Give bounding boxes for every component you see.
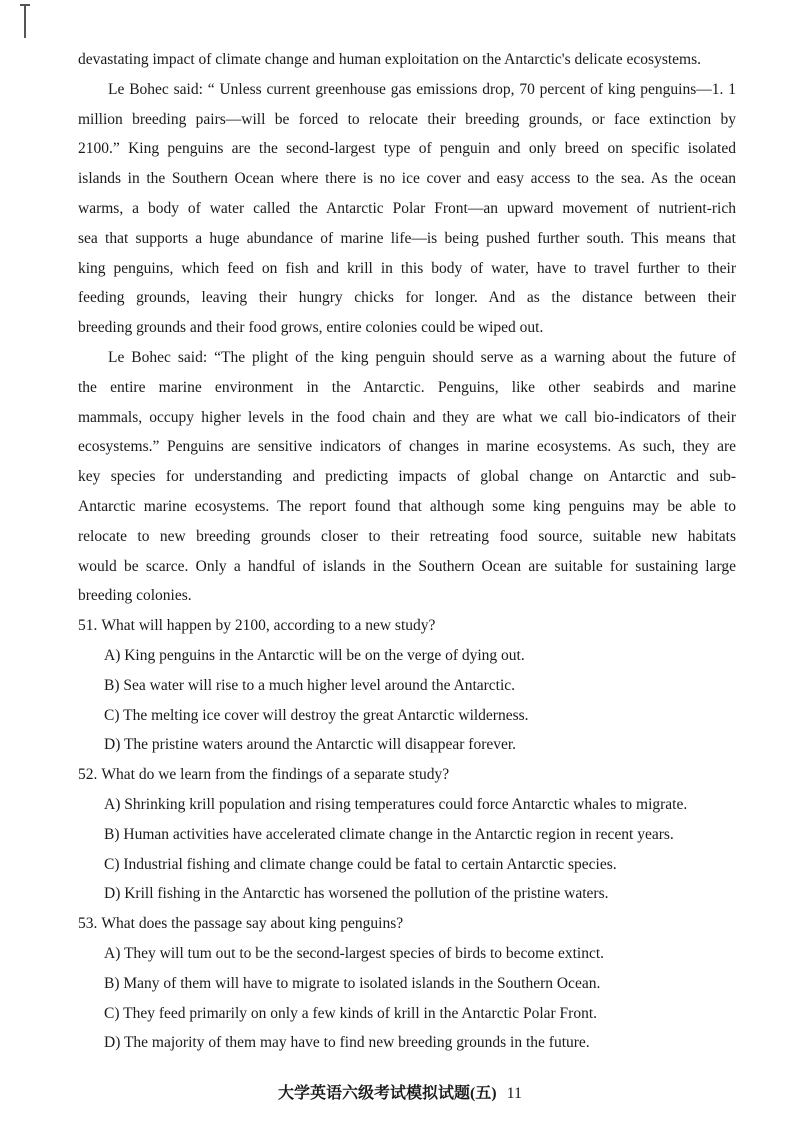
answer-option: D) The pristine waters around the Antarctic will disappear forever. xyxy=(104,736,517,754)
answer-option: B) Many of them will have to migrate to isolated islands in the Southern Ocean. xyxy=(104,974,601,992)
answer-option: A) They will tum out to be the second-largest species of birds to become extinct. xyxy=(104,944,605,962)
paragraph-line: key species for understanding and predicting impacts of global change on Antarctic and sub- xyxy=(78,468,736,486)
paragraph-line: Antarctic marine ecosystems. The report found that although some king penguins may be able to xyxy=(78,497,736,515)
page-number: 11 xyxy=(506,1085,523,1102)
answer-option: C) The melting ice cover will destroy the great Antarctic wilderness. xyxy=(104,706,529,724)
page-footer xyxy=(0,1080,800,1103)
paragraph-line: islands in the Southern Ocean where there is no ice cover and easy access to the sea. As the ocean xyxy=(78,170,736,188)
footer-title: 大学英语六级考试模拟试题(五) xyxy=(277,1085,497,1102)
document-body xyxy=(78,45,736,1058)
paragraph-line: the entire marine environment in the Antarctic. Penguins, like other seabirds and marine xyxy=(78,378,736,396)
paragraph-line: relocate to new breeding grounds closer to their retreating food source, suitable new habitats xyxy=(78,527,736,545)
question-number: 52. xyxy=(78,766,98,784)
answer-option: B) Human activities have accelerated climate change in the Antarctic region in recent years. xyxy=(104,825,674,843)
question xyxy=(78,760,736,909)
paragraph-line: mammals, occupy higher levels in the food chain and they are what we call bio-indicators of their xyxy=(78,408,736,426)
paragraph xyxy=(78,45,736,75)
question-text: What will happen by 2100, according to a new study? xyxy=(101,617,436,635)
binding-mark xyxy=(24,4,26,38)
question xyxy=(78,909,736,1058)
question-text: What do we learn from the findings of a separate study? xyxy=(101,766,450,784)
paragraph-line: 2100.” King penguins are the second-largest type of penguin and only breed on specific isolated xyxy=(78,140,736,158)
question-stem xyxy=(78,909,736,939)
paragraph-line: ecosystems.” Penguins are sensitive indicators of changes in marine ecosystems. As such, they are xyxy=(78,438,736,456)
question-number: 51. xyxy=(78,617,98,635)
question-text: What does the passage say about king penguins? xyxy=(101,915,404,933)
question-stem xyxy=(78,760,736,790)
paragraph-line: would be scarce. Only a handful of islands in the Southern Ocean are suitable for sustaining large xyxy=(78,557,736,575)
paragraph-line: warms, a body of water called the Antarctic Polar Front—an upward movement of nutrient-rich xyxy=(78,199,736,217)
paragraph-line: devastating impact of climate change and human exploitation on the Antarctic's delicate ecosystems. xyxy=(78,51,702,68)
paragraph-line: sea that supports a huge abundance of marine life—is being pushed further south. This means that xyxy=(78,229,736,247)
questions xyxy=(78,611,736,1058)
paragraph-line: king penguins, which feed on fish and krill in this body of water, have to travel further to their xyxy=(78,259,736,277)
question-number: 53. xyxy=(78,915,98,933)
answer-option: A) King penguins in the Antarctic will be on the verge of dying out. xyxy=(104,646,525,664)
paragraph-line: Le Bohec said: “The plight of the king penguin should serve as a warning about the future of xyxy=(108,348,736,366)
answer-option: C) They feed primarily on only a few kinds of krill in the Antarctic Polar Front. xyxy=(104,1004,598,1022)
answer-option: B) Sea water will rise to a much higher level around the Antarctic. xyxy=(104,676,516,694)
paragraph-line: feeding grounds, leaving their hungry chicks for longer. And as the distance between their xyxy=(78,289,736,307)
paragraph-line: Le Bohec said: “ Unless current greenhouse gas emissions drop, 70 percent of king penguins—1. 1 xyxy=(108,80,736,98)
question xyxy=(78,611,736,760)
answer-option: A) Shrinking krill population and rising temperatures could force Antarctic whales to migrate. xyxy=(104,795,688,813)
answer-option: C) Industrial fishing and climate change could be fatal to certain Antarctic species. xyxy=(104,855,617,873)
answer-option: D) Krill fishing in the Antarctic has worsened the pollution of the pristine waters. xyxy=(104,885,609,903)
question-stem xyxy=(78,611,736,641)
answer-option: D) The majority of them may have to find new breeding grounds in the future. xyxy=(104,1034,590,1052)
paragraph xyxy=(78,343,736,611)
paragraph xyxy=(78,75,736,343)
paragraph-line: million breeding pairs—will be forced to relocate their breeding grounds, or face extinction by xyxy=(78,110,736,128)
paragraph-line: breeding colonies. xyxy=(78,587,192,605)
passage xyxy=(78,45,736,611)
paragraph-line: breeding grounds and their food grows, entire colonies could be wiped out. xyxy=(78,319,544,337)
